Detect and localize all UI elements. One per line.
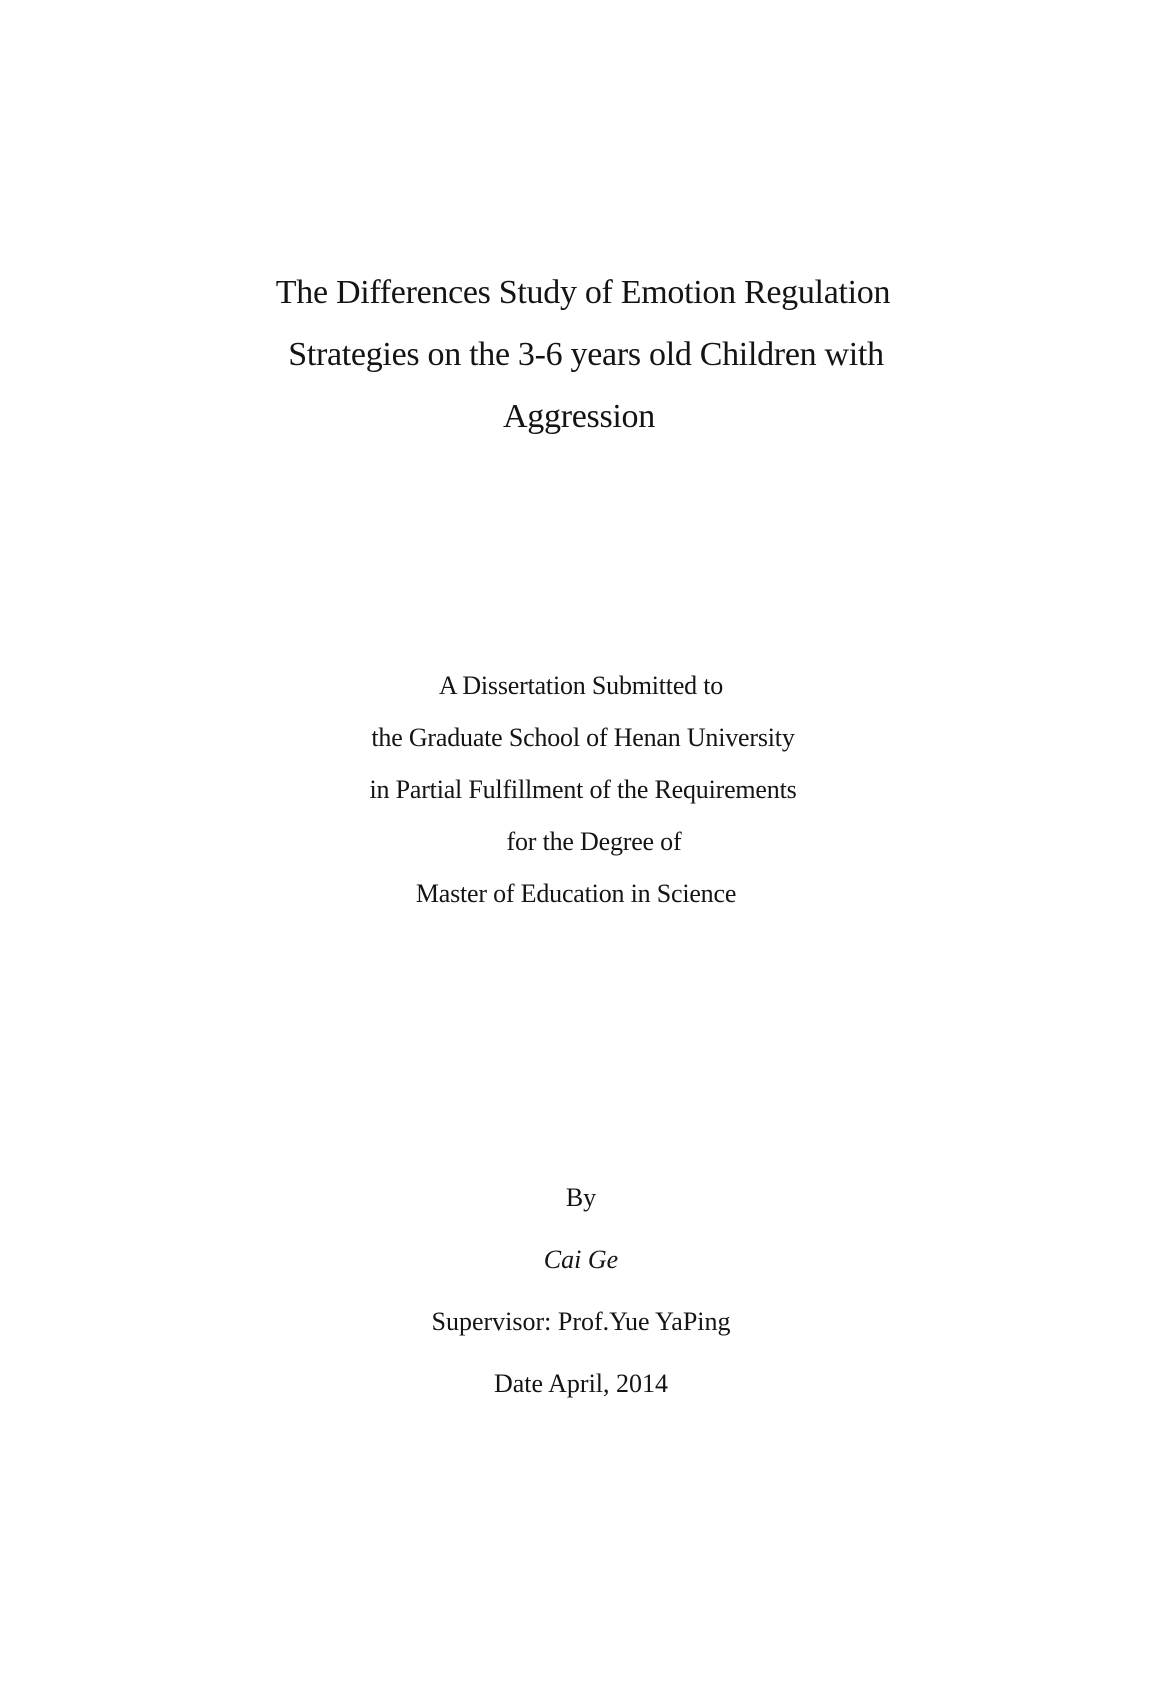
title-line-1: The Differences Study of Emotion Regulation: [275, 274, 891, 311]
submission-date: Date April, 2014: [493, 1369, 669, 1398]
title-line-2: Strategies on the 3-6 years old Children with: [288, 336, 884, 373]
submission-statement: [0, 660, 1152, 920]
author-name: Cai Ge: [543, 1245, 619, 1274]
submission-line-2: the Graduate School of Henan University: [371, 723, 795, 752]
author-info: [0, 1167, 1152, 1415]
thesis-title: [0, 262, 1152, 448]
submission-line-5: Master of Education in Science: [415, 879, 737, 908]
submission-line-1: A Dissertation Submitted to: [438, 671, 724, 700]
title-line-3: Aggression: [503, 398, 655, 435]
by-label: By: [565, 1183, 597, 1212]
submission-line-3: in Partial Fulfillment of the Requirements: [369, 775, 797, 804]
supervisor: Supervisor: Prof.Yue YaPing: [431, 1307, 731, 1336]
submission-line-4: for the Degree of: [506, 827, 682, 856]
